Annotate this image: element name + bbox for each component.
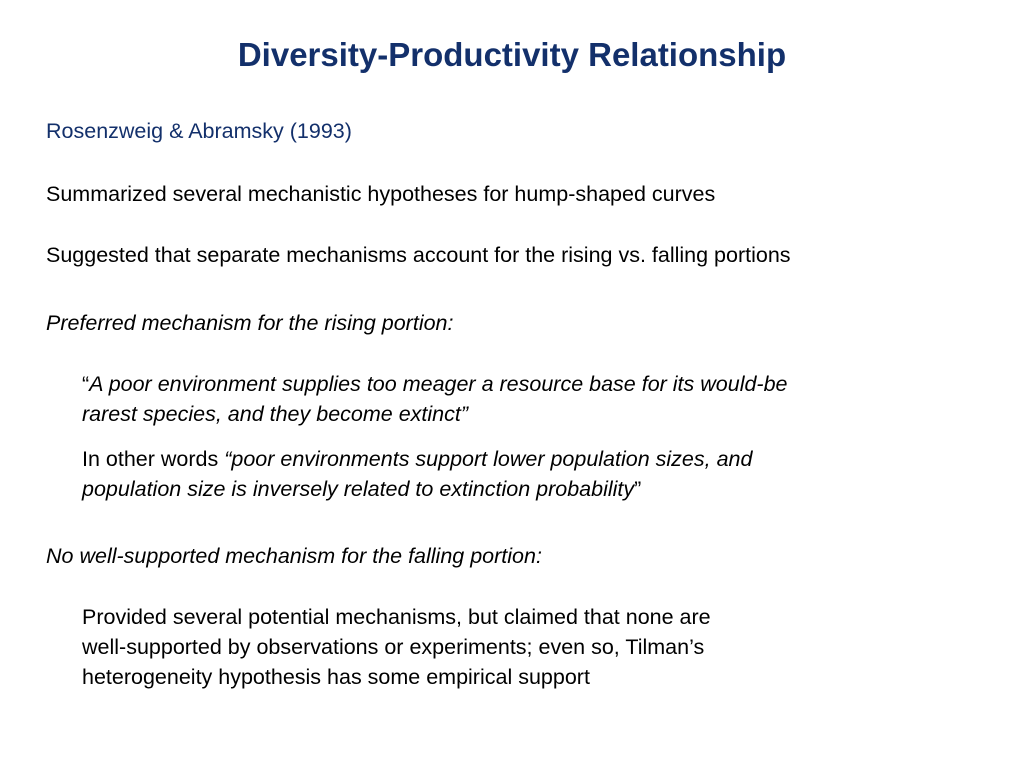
falling-text-line-3: heterogeneity hypothesis has some empirical support xyxy=(82,665,590,689)
quote-2-prefix: In other words xyxy=(82,447,225,471)
citation: Rosenzweig & Abramsky (1993) xyxy=(46,119,352,143)
falling-text-line-1: Provided several potential mechanisms, but claimed that none are xyxy=(82,605,711,629)
quote-1-line-1 xyxy=(82,369,788,399)
quote-1-text-1: A poor environment supplies too meager a resource base for its would-be xyxy=(89,372,788,396)
quote-2-line-1 xyxy=(82,444,752,474)
quote-2-text-2: population size is inversely related to extinction probability xyxy=(82,477,635,501)
quote-2-line-2 xyxy=(82,474,752,504)
quote-1-line-2: rarest species, and they become extinct” xyxy=(82,402,468,426)
falling-text-line-2: well-supported by observations or experiments; even so, Tilman’s xyxy=(82,635,705,659)
falling-text-block xyxy=(82,602,711,692)
rising-portion-heading: Preferred mechanism for the rising portion: xyxy=(46,311,454,335)
open-quote-mark: “ xyxy=(82,372,90,396)
quote-block-1 xyxy=(82,369,788,429)
summary-point: Summarized several mechanistic hypotheses for hump-shaped curves xyxy=(46,182,716,206)
slide-title: Diversity-Productivity Relationship xyxy=(237,36,787,73)
close-quote-mark: ” xyxy=(634,477,642,501)
mechanism-point: Suggested that separate mechanisms account for the rising vs. falling portions xyxy=(46,243,791,267)
quote-block-2 xyxy=(82,444,752,504)
falling-portion-heading: No well-supported mechanism for the falling portion: xyxy=(46,544,542,568)
quote-2-text-1: “poor environments support lower population sizes, and xyxy=(224,447,753,471)
